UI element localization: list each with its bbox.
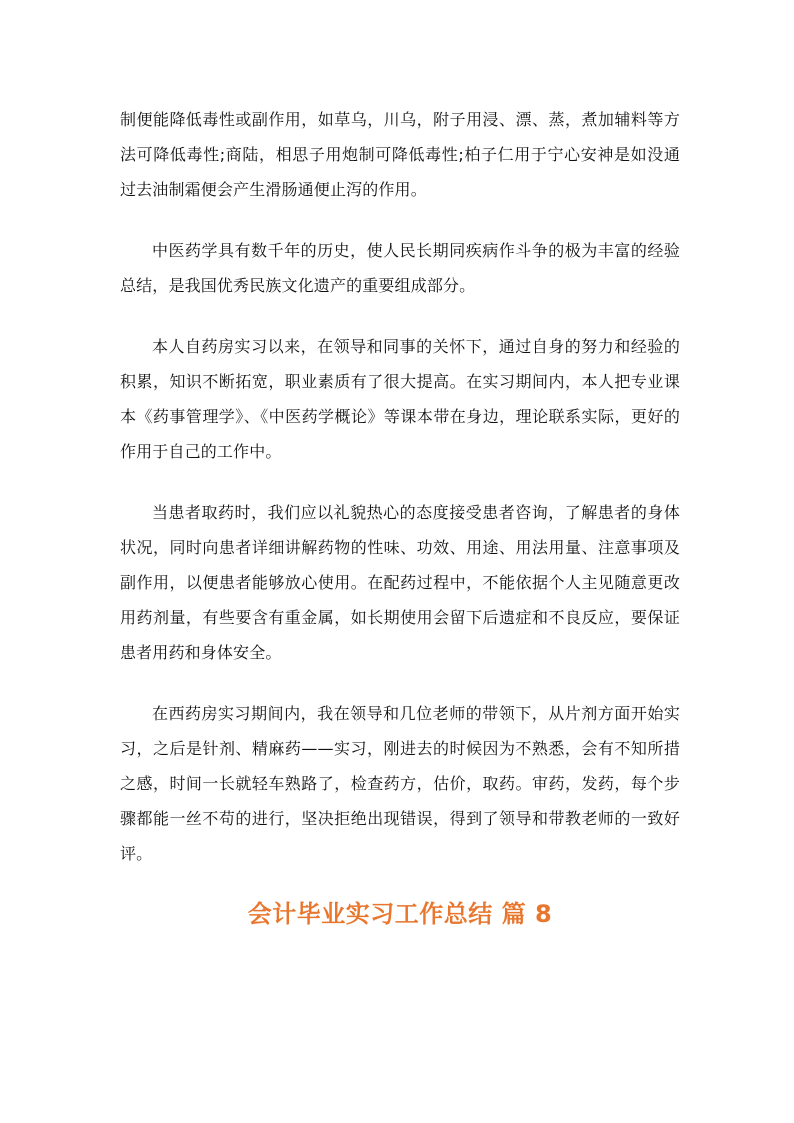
paragraph: 当患者取药时，我们应以礼貌热心的态度接受患者咨询，了解患者的身体状况，同时向患者详细讲解药物的性味、功效、用途、用法用量、注意事项及副作用，以便患者能够放心使用。在配药过程中，不能依据个人主见随意更改用药剂量，有些要含有重金属，如长期使用会留下后遗症和不良反应，要保证患者用药和身体安全。: [120, 503, 680, 662]
paragraph-continuation: 制便能降低毒性或副作用，如草乌，川乌，附子用浸、漂、蒸，煮加辅料等方法可降低毒性;商陆，相思子用炮制可降低毒性;柏子仁用于宁心安神是如没通过去油制霜便会产生滑肠通便止泻的作用。: [120, 110, 680, 199]
document-body: [120, 102, 680, 931]
paragraph: 在西药房实习期间内，我在领导和几位老师的带领下，从片剂方面开始实习，之后是针剂、精麻药——实习，刚进去的时候因为不熟悉，会有不知所措之感，时间一长就轻车熟路了，检查药方，估价，取药。审药，发药，每个步骤都能一丝不苟的进行，坚决拒绝出现错误，得到了领导和带教老师的一致好评。: [120, 704, 680, 863]
paragraph: 中医药学具有数千年的历史，使人民长期同疾病作斗争的极为丰富的经验总结，是我国优秀民族文化遗产的重要组成部分。: [120, 241, 680, 295]
paragraph: 本人自药房实习以来，在领导和同事的关怀下，通过自身的努力和经验的积累，知识不断拓宽，职业素质有了很大提高。在实习期间内，本人把专业课本《药事管理学》、《中医药学概论》等课本带在身边，理论联系实际，更好的作用于自己的工作中。: [120, 337, 680, 461]
section-heading: 会计毕业实习工作总结 篇 8: [247, 900, 553, 928]
